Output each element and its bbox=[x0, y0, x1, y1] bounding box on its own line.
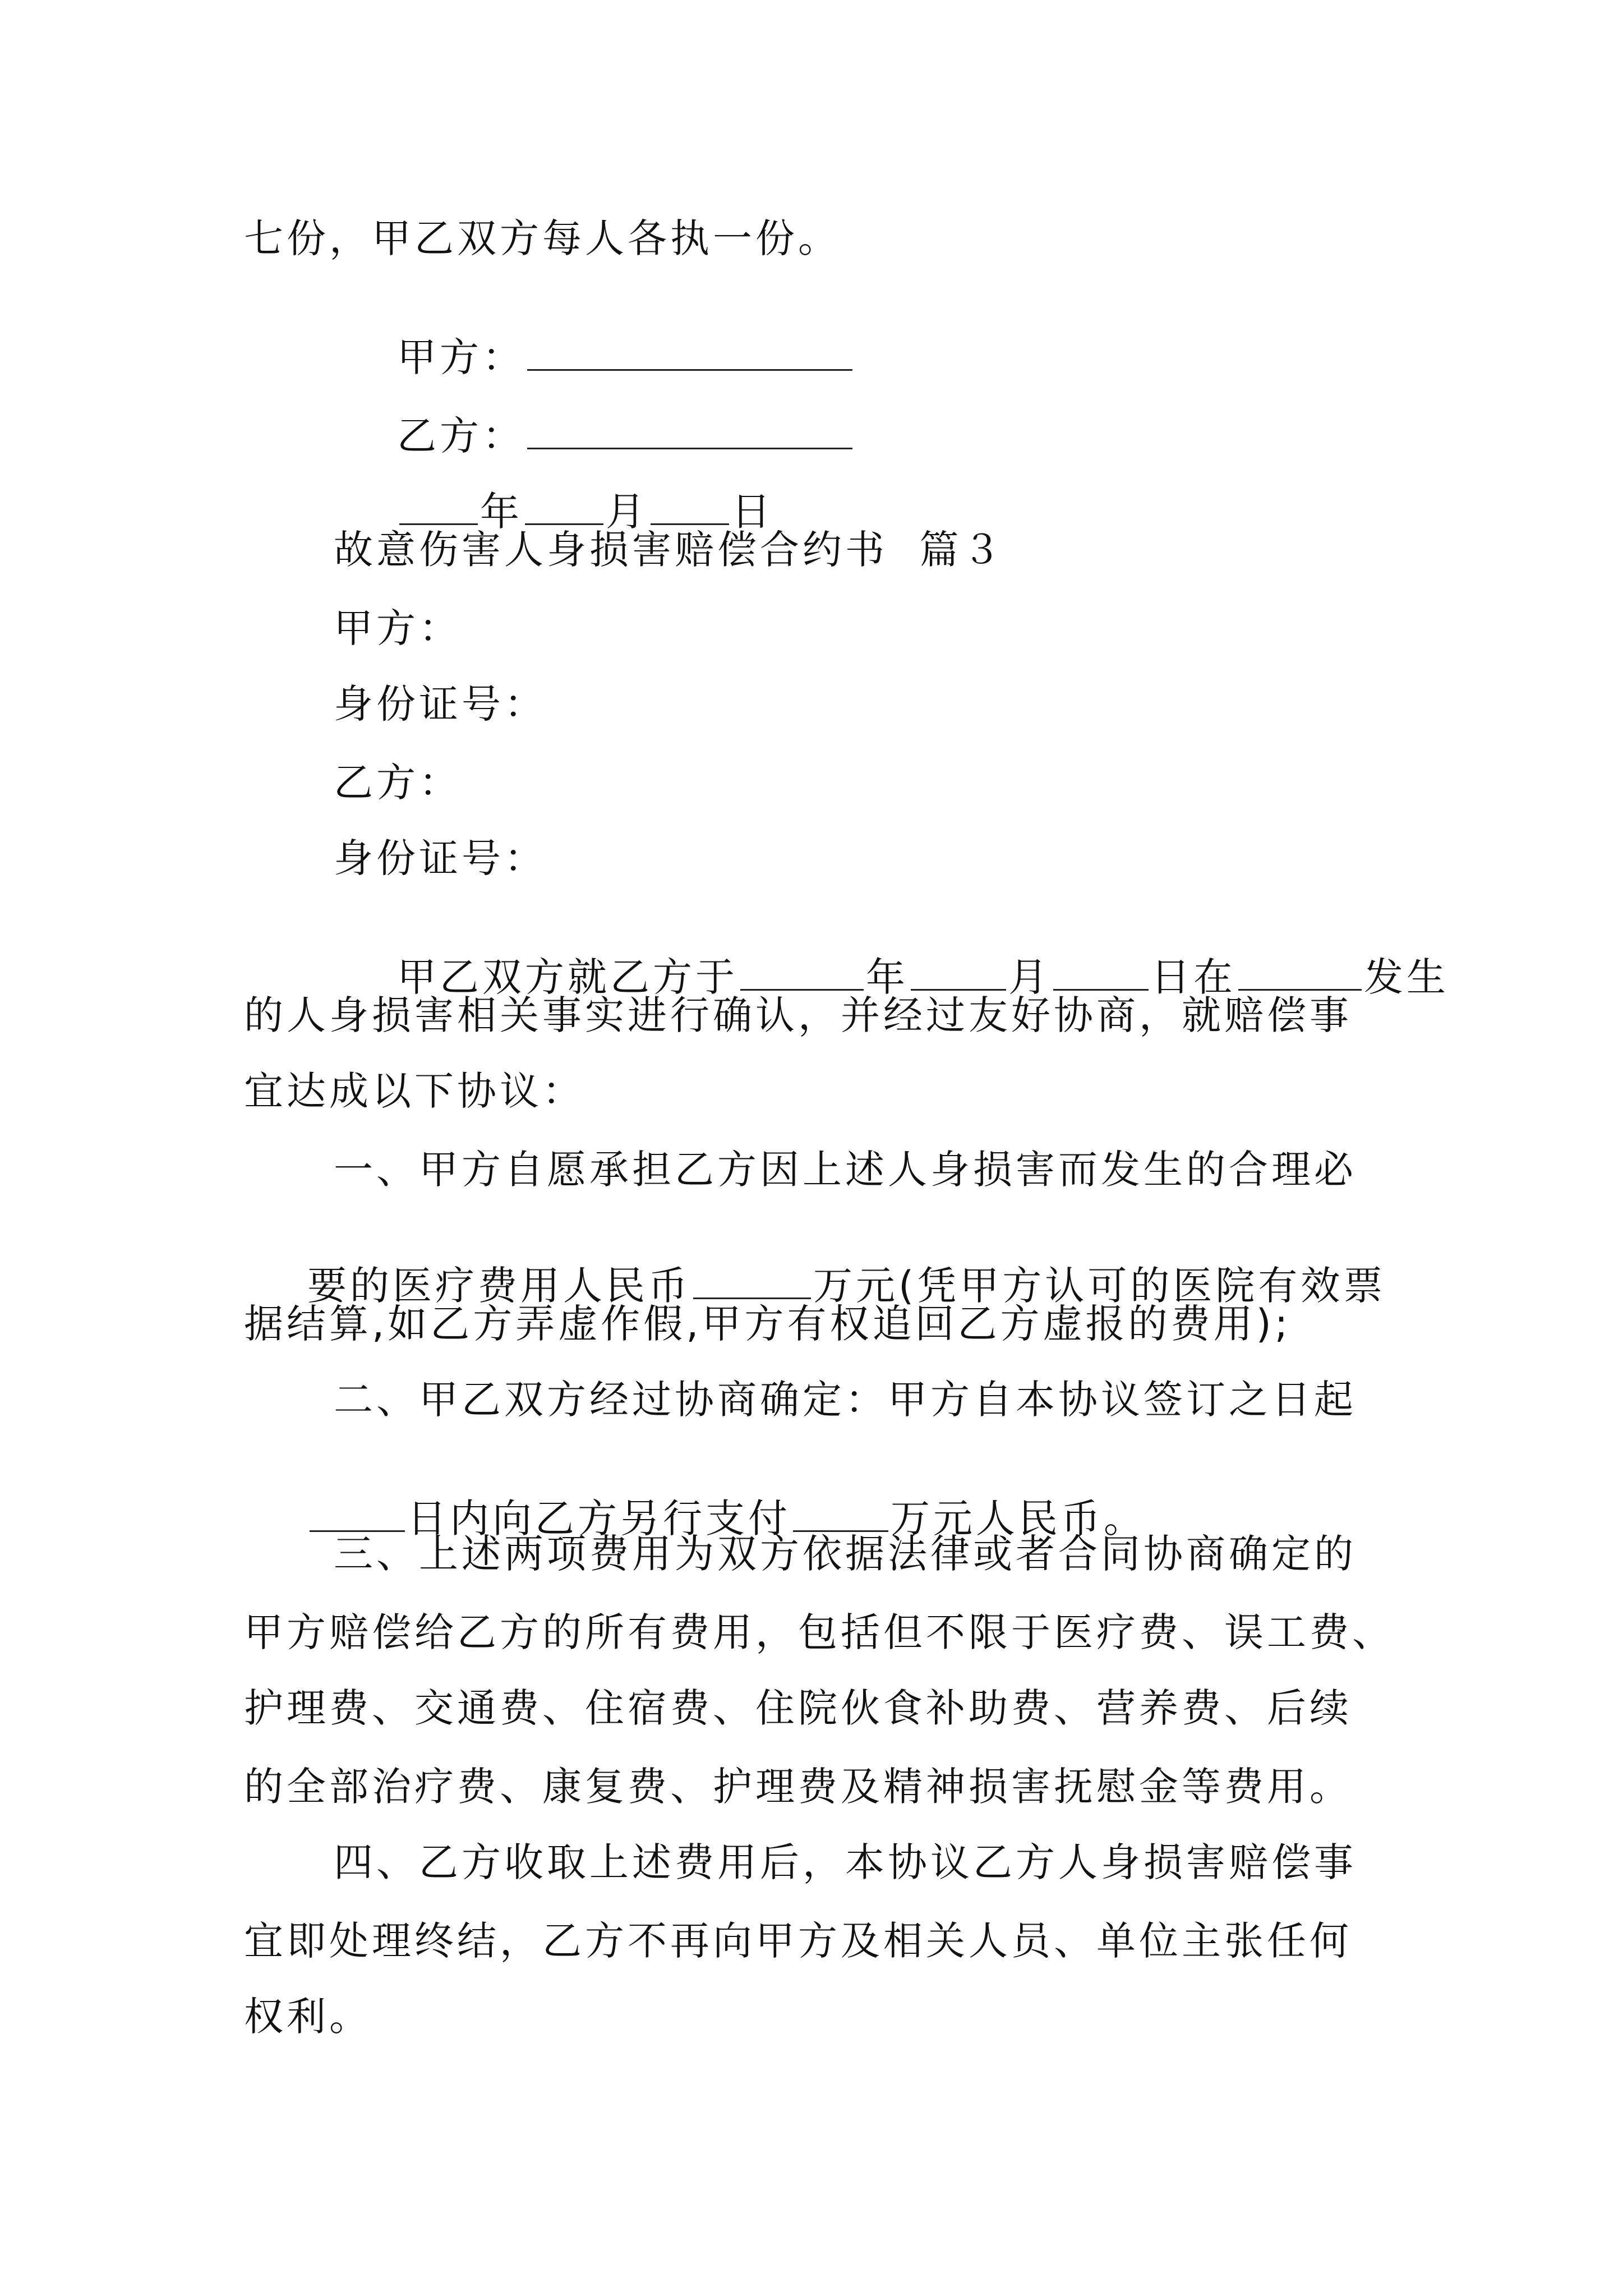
party-a-id-field: 身份证号： bbox=[334, 681, 547, 727]
clause-4-line: 宜即处理终结，乙方不再向甲方及相关人员、单位主张任何 bbox=[244, 1918, 1352, 1964]
clause-1-line: 一、甲方自愿承担乙方因上述人身损害而发生的合理必 bbox=[334, 1147, 1357, 1193]
medical-amount-blank[interactable] bbox=[693, 1265, 811, 1299]
payment-days-blank[interactable] bbox=[310, 1498, 405, 1532]
incident-day-blank[interactable] bbox=[1053, 956, 1149, 991]
clause-3-line: 护理费、交通费、住宿费、住院伙食补助费、营养费、后续 bbox=[244, 1685, 1352, 1731]
text-segment: 日在 bbox=[1151, 954, 1237, 1000]
month-blank[interactable] bbox=[525, 491, 603, 525]
text-segment: 要的医疗费用人民币 bbox=[307, 1263, 691, 1309]
section-heading: 故意伤害人身损害赔偿合约书 篇３ bbox=[334, 527, 1005, 573]
text-segment: 万元人民币。 bbox=[891, 1496, 1147, 1542]
year-unit: 年 bbox=[480, 489, 523, 535]
day-blank[interactable] bbox=[651, 491, 729, 525]
clause-3-line: 甲方赔偿给乙方的所有费用，包括但不限于医疗费、误工费、 bbox=[244, 1609, 1395, 1655]
clause-3-line: 的全部治疗费、康复费、护理费及精神损害抚慰金等费用。 bbox=[244, 1764, 1352, 1810]
party-b-signature-blank[interactable] bbox=[527, 415, 852, 449]
text-segment: 月 bbox=[1008, 954, 1052, 1000]
clause-2-line: 二、甲乙双方经过协商确定：甲方自本协议签订之日起 bbox=[334, 1377, 1357, 1423]
paragraph-line: 七份，甲乙双方每人各执一份。 bbox=[244, 215, 841, 261]
incident-place-blank[interactable] bbox=[1238, 956, 1362, 991]
party-a-label: 甲方： bbox=[397, 334, 525, 380]
text-segment: 甲乙双方就乙方于 bbox=[397, 954, 739, 1000]
clause-1-line: 据结算,如乙方弄虚作假,甲方有权追回乙方虚报的费用); bbox=[244, 1301, 1292, 1347]
party-b-label: 乙方： bbox=[397, 413, 525, 459]
incident-year-blank[interactable] bbox=[740, 956, 864, 991]
text-segment: 发生 bbox=[1364, 954, 1450, 1000]
incident-month-blank[interactable] bbox=[911, 956, 1006, 991]
text-segment: 日内向乙方另行支付 bbox=[407, 1496, 791, 1542]
party-b-id-field: 身份证号： bbox=[334, 835, 547, 881]
year-blank[interactable] bbox=[399, 491, 478, 525]
paragraph-line: 的人身损害相关事实进行确认，并经过友好协商，就赔偿事 bbox=[244, 992, 1352, 1038]
text-segment: 万元(凭甲方认可的医院有效票 bbox=[813, 1263, 1386, 1309]
clause-4-line: 权利。 bbox=[244, 1994, 372, 2040]
text-segment: 年 bbox=[866, 954, 909, 1000]
day-unit: 日 bbox=[731, 489, 774, 535]
party-a-field: 甲方： bbox=[334, 605, 462, 651]
payment-amount-blank[interactable] bbox=[793, 1498, 888, 1532]
clause-3-line: 三、上述两项费用为双方依据法律或者合同协商确定的 bbox=[334, 1531, 1357, 1577]
month-unit: 月 bbox=[606, 489, 649, 535]
clause-4-line: 四、乙方收取上述费用后，本协议乙方人身损害赔偿事 bbox=[334, 1839, 1357, 1885]
paragraph-line: 宜达成以下协议： bbox=[244, 1068, 585, 1114]
party-a-signature-blank[interactable] bbox=[527, 337, 852, 371]
party-b-field: 乙方： bbox=[334, 760, 462, 806]
